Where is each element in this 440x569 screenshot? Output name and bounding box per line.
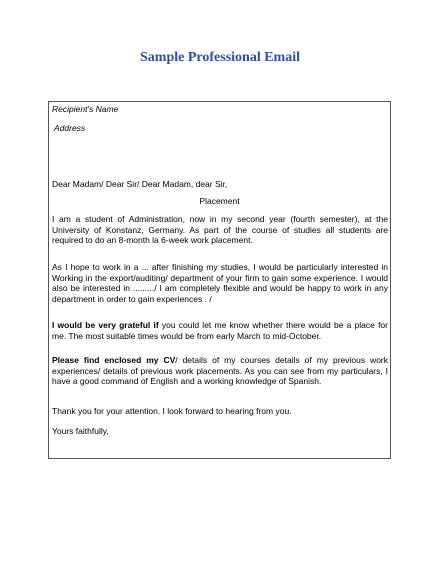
recipient-name: Recipient's Name bbox=[52, 104, 119, 114]
subject-line: Placement bbox=[199, 196, 240, 206]
closing-signoff: Yours faithfully, bbox=[52, 426, 109, 436]
cv-lead: Please find enclosed my CV bbox=[52, 355, 176, 365]
salutation: Dear Madam/ Dear Sir/ Dear Madam, dear Sir, bbox=[52, 179, 228, 189]
recipient-address: Address bbox=[54, 123, 86, 133]
cv-text: / details of my courses details of my previous work experiences/ details of previous work placements. As you can see from my particulars, I have a good command of English and a working knowledge of Spanish. bbox=[52, 355, 388, 387]
paragraph-intro: I am a student of Administration, now in my second year (fourth semester), at the University of Konstanz, Germany. As part of the course of studies all students are required to do an 8-month la 6-week work placement. bbox=[52, 214, 388, 246]
request-text: you could let me know whether there would be a place for me. The most suitable times would be from early March to mid-October. bbox=[52, 320, 388, 341]
request-lead: I would be very grateful if bbox=[52, 320, 159, 330]
page-title: Sample Professional Email bbox=[140, 50, 300, 65]
paragraph-interest: As I hope to work in a ... after finishing my studies, I would be particularly interested in Working in the export/auditing/ department of your firm to gain some experience. I would also be interested in ........./ I am completely flexible and would be happy to work in any department in order to gain experiences . / bbox=[52, 262, 388, 304]
closing-thanks: Thank you for your attention. I look forward to hearing from you. bbox=[52, 406, 292, 416]
paragraph-cv bbox=[52, 355, 388, 387]
paragraph-request bbox=[52, 320, 388, 341]
